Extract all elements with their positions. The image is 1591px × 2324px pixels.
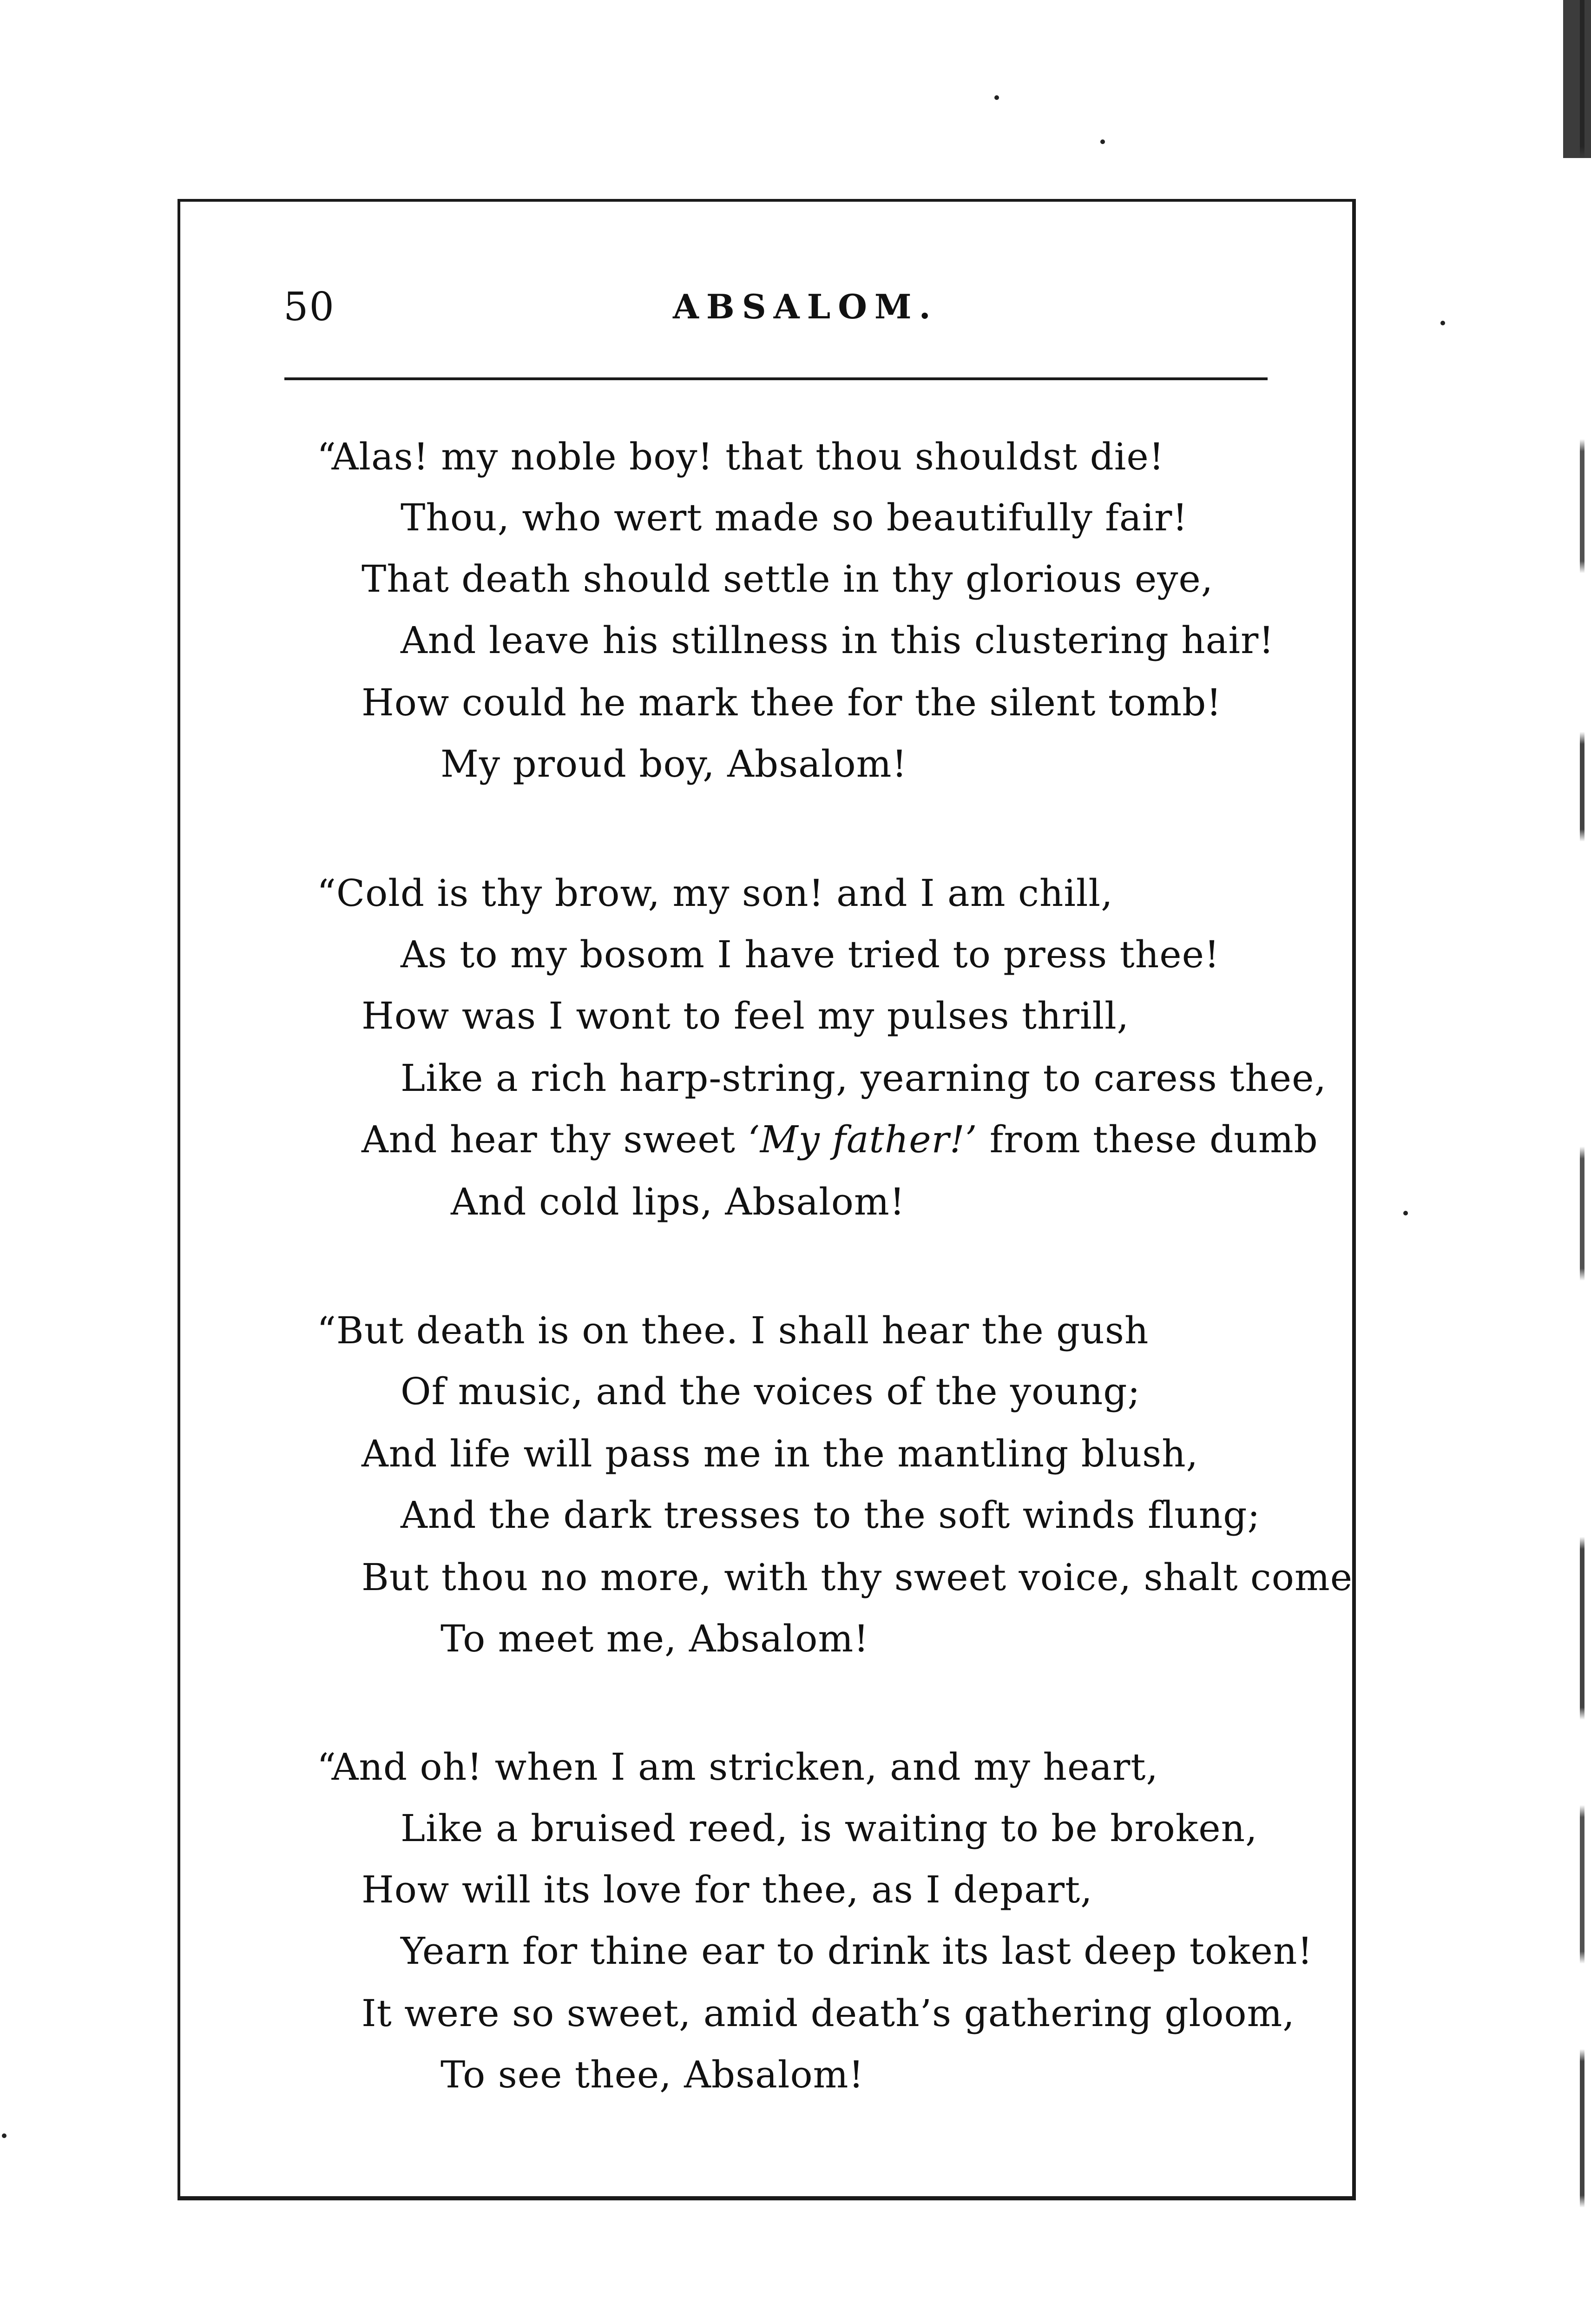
scan-speck xyxy=(2,2133,7,2138)
poem-line: And the dark tresses to the soft winds flung; xyxy=(401,1493,1261,1537)
poem-line: “And oh! when I am stricken, and my heart, xyxy=(317,1745,1158,1789)
poem-line: Thou, who wert made so beautifully fair! xyxy=(401,496,1188,539)
poem-line: “Cold is thy brow, my son! and I am chill, xyxy=(317,872,1113,915)
poem-line: And cold lips, Absalom! xyxy=(451,1180,905,1223)
poem-line: Yearn for thine ear to drink its last deep token! xyxy=(401,1929,1313,1973)
poem-line-text: And hear thy sweet xyxy=(362,1118,748,1161)
poem-line: How could he mark thee for the silent tomb! xyxy=(362,681,1222,724)
poem-line: “Alas! my noble boy! that thou shouldst die! xyxy=(317,435,1164,478)
poem-line: My proud boy, Absalom! xyxy=(440,742,907,786)
running-head xyxy=(283,281,1269,332)
page-number: 50 xyxy=(283,284,335,330)
poem-line: To meet me, Absalom! xyxy=(440,1617,869,1660)
poem-line: Like a rich harp-string, yearning to caress thee, xyxy=(401,1056,1327,1100)
poem-line: “But death is on thee. I shall hear the gush xyxy=(317,1309,1149,1352)
poem-line xyxy=(362,1117,1318,1162)
poem-line: And leave his stillness in this clustering hair! xyxy=(401,619,1275,662)
poem-line: How will its love for thee, as I depart, xyxy=(362,1868,1093,1911)
poem-line: That death should settle in thy glorious eye, xyxy=(362,557,1214,601)
poem-line: As to my bosom I have tried to press thee! xyxy=(401,933,1220,976)
poem-line: It were so sweet, amid death’s gathering gloom, xyxy=(362,1992,1295,2035)
poem-line: Of music, and the voices of the young; xyxy=(401,1370,1141,1413)
running-title: ABSALOM. xyxy=(673,287,938,326)
poem-line: To see thee, Absalom! xyxy=(440,2053,864,2096)
scan-edge-line xyxy=(1580,0,1584,2324)
poem-line-text: from these dumb xyxy=(977,1118,1318,1161)
scan-edge-shadow xyxy=(1563,0,1591,158)
poem-line: Like a bruised reed, is waiting to be broken, xyxy=(401,1807,1258,1850)
scan-speck xyxy=(994,95,999,100)
scan-speck xyxy=(1403,1211,1408,1215)
scan-speck xyxy=(1440,321,1445,325)
poem-line: And life will pass me in the mantling blush, xyxy=(362,1432,1199,1475)
header-rule xyxy=(284,377,1268,380)
poem-line: But thou no more, with thy sweet voice, shalt come xyxy=(362,1556,1353,1599)
poem-italic-phrase: ‘My father!’ xyxy=(748,1118,978,1161)
poem-line: How was I wont to feel my pulses thrill, xyxy=(362,994,1130,1037)
scan-speck xyxy=(1100,139,1105,144)
